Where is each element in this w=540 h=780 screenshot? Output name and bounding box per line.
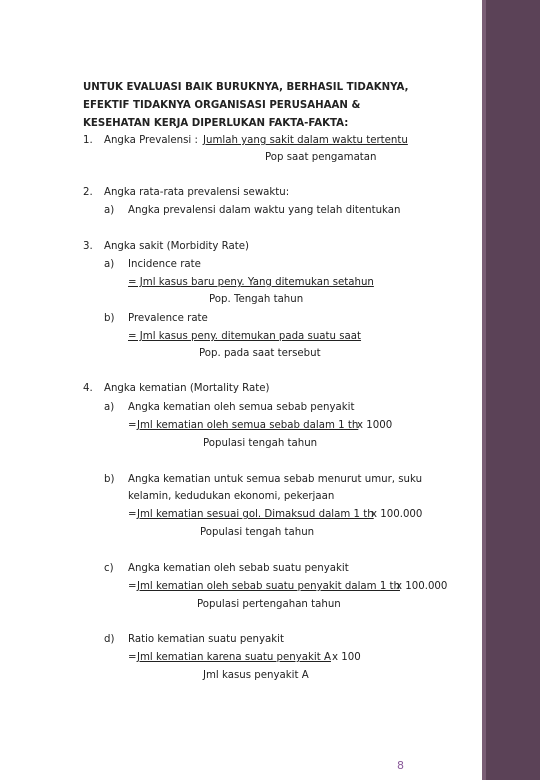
item-4a-denominator: Populasi tengah tahun: [203, 438, 318, 449]
page-number: 8: [397, 759, 404, 772]
item-2a-letter: a): [104, 205, 115, 216]
item-4b-label-line-2: kelamin, kedudukan ekonomi, pekerjaan: [128, 491, 335, 502]
item-1-numerator: Jumlah yang sakit dalam waktu tertentu: [203, 135, 408, 146]
item-3a-numerator: = Jml kasus baru peny. Yang ditemukan setahun: [128, 277, 374, 288]
item-3b-denominator: Pop. pada saat tersebut: [199, 348, 321, 359]
item-3b-numerator: = Jml kasus peny. ditemukan pada suatu saat: [128, 331, 362, 342]
heading-line-1: UNTUK EVALUASI BAIK BURUKNYA, BERHASIL TIDAKNYA,: [83, 82, 409, 93]
item-1-denominator: Pop saat pengamatan: [265, 152, 377, 163]
item-4a-multiplier: x 1000: [357, 420, 393, 431]
item-3a-letter: a): [104, 259, 115, 270]
item-4d-numerator: Jml kematian karena suatu penyakit A: [137, 652, 331, 663]
item-4c-letter: c): [104, 563, 114, 574]
item-3a-label: Incidence rate: [128, 259, 201, 270]
item-4a-letter: a): [104, 402, 115, 413]
decorative-side-band: [482, 0, 540, 780]
item-1-label: Angka Prevalensi :: [104, 135, 198, 146]
item-4c-label: Angka kematian oleh sebab suatu penyakit: [128, 563, 349, 574]
item-4a-equals: =: [128, 420, 137, 431]
item-3-number: 3.: [83, 241, 93, 252]
item-4d-label: Ratio kematian suatu penyakit: [128, 634, 285, 645]
item-4c-equals: =: [128, 581, 137, 592]
item-4-number: 4.: [83, 383, 93, 394]
item-4d-letter: d): [104, 634, 115, 645]
heading-line-3: KESEHATAN KERJA DIPERLUKAN FAKTA-FAKTA:: [83, 118, 349, 129]
item-4b-multiplier: x 100.000: [371, 509, 423, 520]
item-3-label: Angka sakit (Morbidity Rate): [104, 241, 249, 252]
item-2-number: 2.: [83, 187, 93, 198]
item-4d-multiplier: x 100: [332, 652, 361, 663]
item-2a-text: Angka prevalensi dalam waktu yang telah ditentukan: [128, 205, 401, 216]
item-4b-equals: =: [128, 509, 137, 520]
heading-line-2: EFEKTIF TIDAKNYA ORGANISASI PERUSAHAAN &: [83, 100, 361, 111]
item-3b-label: Prevalence rate: [128, 313, 208, 324]
item-4a-label: Angka kematian oleh semua sebab penyakit: [128, 402, 355, 413]
item-3b-letter: b): [104, 313, 115, 324]
item-4-label: Angka kematian (Mortality Rate): [104, 383, 270, 394]
item-4a-numerator: Jml kematian oleh semua sebab dalam 1 th: [137, 420, 359, 431]
item-4b-numerator: Jml kematian sesuai gol. Dimaksud dalam 1 th: [137, 509, 374, 520]
item-3a-denominator: Pop. Tengah tahun: [209, 294, 304, 305]
item-2-label: Angka rata-rata prevalensi sewaktu:: [104, 187, 290, 198]
item-4d-denominator: Jml kasus penyakit A: [203, 670, 309, 681]
item-4c-numerator: Jml kematian oleh sebab suatu penyakit dalam 1 th: [137, 581, 400, 592]
item-4c-denominator: Populasi pertengahan tahun: [197, 599, 341, 610]
item-4c-multiplier: x 100.000: [396, 581, 448, 592]
item-4b-denominator: Populasi tengah tahun: [200, 527, 315, 538]
item-4b-label-line-1: Angka kematian untuk semua sebab menurut umur, suku: [128, 474, 423, 485]
item-4b-letter: b): [104, 474, 115, 485]
item-4d-equals: =: [128, 652, 137, 663]
item-1-number: 1.: [83, 135, 93, 146]
